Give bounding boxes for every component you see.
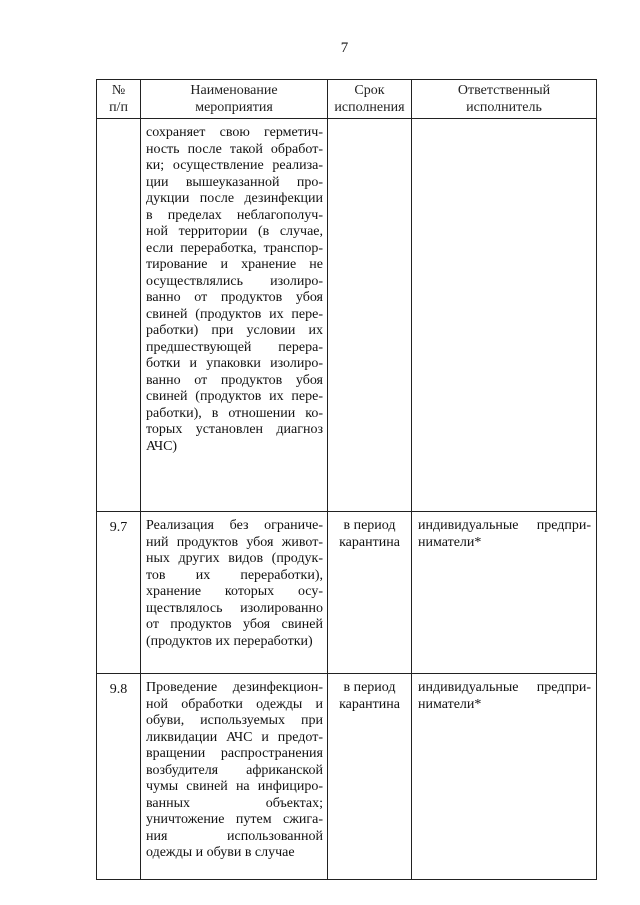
responsible-executor-line: индивидуальные предпри- [418,518,591,533]
execution-term-line: в период [343,680,396,695]
header-name-text: Наименование мероприятия [190,83,278,115]
measure-name-line: (продуктов их переработки) [146,633,313,649]
measure-name-line: от продуктов убоя свиней [146,617,323,632]
execution-term [328,119,412,512]
measure-name-line: в пределах неблагополуч- [146,207,323,223]
measure-name-line: дукции после дезинфекции [146,191,323,206]
measure-name-line: ции вышеуказанной про- [146,174,323,190]
measure-name-line: свиней (продуктов их пере- [146,306,323,322]
measure-name-line: Реализация без ограниче- [146,518,323,533]
header-number-text: № п/п [109,83,128,115]
page-number: 7 [340,40,349,56]
responsible-executor-line: ниматели* [418,534,482,550]
measure-name-line: ки; осуществление реализа- [146,158,323,173]
measure-name-line: тирование и хранение не [146,257,323,272]
execution-term [328,512,412,674]
header-number [97,80,141,119]
measure-name-line: тов их переработки), [146,567,323,583]
measure-name-line: работки) при условии их [146,323,323,338]
measure-name-line: предшествующей перера- [146,339,323,355]
measure-name-line: ликвидации АЧС и предот- [146,729,323,745]
measure-name-line: вращении распространения [146,746,323,761]
measure-name [141,119,328,512]
execution-term-line: карантина [339,534,400,550]
measures-table [96,79,597,880]
measure-name-line: ных других видов (продук- [146,551,323,566]
header-term-text: Срок исполнения [334,83,405,115]
measure-name-line: ванных объектах; [146,795,323,811]
measure-name-line: ществлялось изолированно [146,600,323,616]
responsible-executor-line: ниматели* [418,696,482,712]
execution-term [328,674,412,880]
measure-name [141,512,328,674]
row-number [97,119,141,512]
measure-name-line: одежды и обуви в случае [146,845,295,860]
measure-name-line: ной территории (в случае, [146,224,323,239]
measure-name-line: чумы свиней на инфициро- [146,779,323,794]
measure-name-line: уничтожение путем сжига- [146,812,323,827]
measure-name-line: если переработка, транспор- [146,240,323,256]
measure-name-line: Проведение дезинфекцион- [146,680,323,695]
responsible-executor [412,674,597,880]
execution-term-line: карантина [339,696,400,712]
measure-name-line: АЧС) [146,438,178,454]
responsible-executor [412,119,597,512]
header-responsible-text: Ответственный исполнитель [457,83,551,115]
measure-name-line: ботки и упаковки изолиро- [146,356,323,371]
responsible-executor [412,512,597,674]
measure-name-line: обуви, используемых при [146,713,323,728]
header-responsible [412,80,597,119]
measure-name-line: возбудителя африканской [146,762,323,778]
table-row [97,674,597,880]
measure-name-line: ний продуктов убоя живот- [146,534,323,550]
measure-name-line: ния использованной [146,828,323,844]
header-term [328,80,412,119]
table-header-row [97,80,597,119]
measure-name [141,674,328,880]
measure-name-line: работки), в отношении ко- [146,405,323,421]
responsible-executor-line: индивидуальные предпри- [418,680,591,695]
table-body [97,119,597,880]
measure-name-line: хранение которых осу- [146,584,323,599]
measure-name-line: сохраняет свою герметич- [146,125,323,140]
measure-name-line: ванно от продуктов убоя [146,372,323,388]
measure-name-line: ванно от продуктов убоя [146,290,323,305]
row-number: 9.7 [97,512,141,674]
execution-term-line: в период [343,518,396,533]
measure-name-line: торых установлен диагноз [146,422,323,437]
table-row [97,119,597,512]
measure-name-line: осуществлялись изолиро- [146,273,323,289]
measure-name-line: свиней (продуктов их пере- [146,389,323,404]
measure-name-line: ной обработки одежды и [146,696,323,712]
row-number: 9.8 [97,674,141,880]
table-row [97,512,597,674]
header-name [141,80,328,119]
measure-name-line: ность после такой обработ- [146,141,323,157]
